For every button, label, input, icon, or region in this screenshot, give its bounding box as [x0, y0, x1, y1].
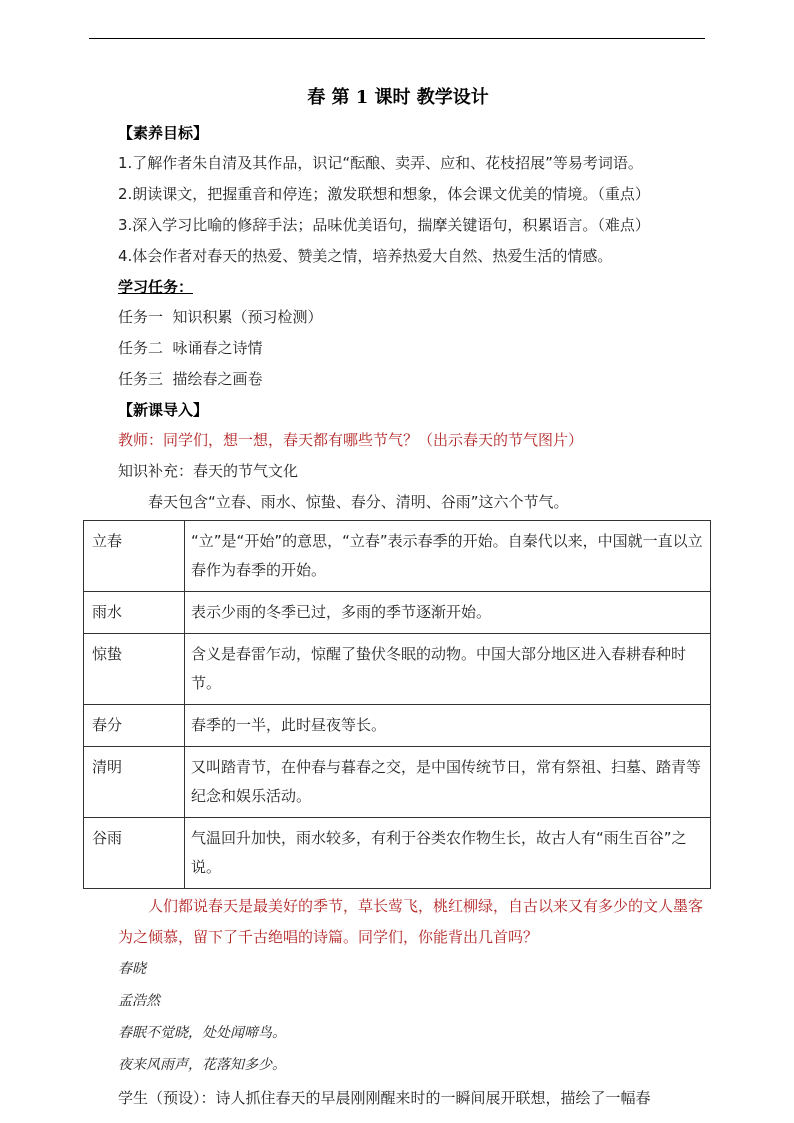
teacher-question: 教师：同学们，想一想，春天都有哪些节气？（出示春天的节气图片）	[118, 431, 584, 449]
table-row	[84, 705, 711, 747]
intro-heading: 【新课导入】	[118, 401, 209, 419]
term-cell: 惊蛰	[84, 634, 185, 705]
knowledge-note: 知识补充：春天的节气文化	[118, 462, 299, 480]
goal-item: 4.体会作者对春天的热爱、赞美之情，培养热爱大自然、热爱生活的情感。	[118, 247, 613, 265]
goals-heading: 【素养目标】	[118, 124, 209, 142]
term-cell: 谷雨	[84, 818, 185, 889]
task-item: 任务二 咏诵春之诗情	[118, 339, 263, 357]
desc-cell: “立”是“开始”的意思，“立春”表示春季的开始。自秦代以来，中国就一直以立春作为春季的开始。	[185, 521, 711, 592]
desc-cell: 表示少雨的冬季已过，多雨的季节逐渐开始。	[185, 592, 711, 634]
goal-item: 3.深入学习比喻的修辞手法；品味优美语句，揣摩关键语句，积累语言。（难点）	[118, 216, 650, 234]
desc-cell: 气温回升加快，雨水较多，有利于谷类农作物生长，故古人有“雨生百谷”之说。	[185, 818, 711, 889]
document-body	[92, 84, 708, 1114]
table-row	[84, 818, 711, 889]
table-row	[84, 634, 711, 705]
poem-title: 春晓	[118, 961, 146, 977]
task-item: 任务三 描绘春之画卷	[118, 370, 263, 388]
term-cell: 春分	[84, 705, 185, 747]
page-title: 春 第 1 课时 教学设计	[307, 87, 489, 108]
desc-cell: 春季的一半，此时昼夜等长。	[185, 705, 711, 747]
teacher-paragraph: 人们都说春天是最美好的季节，草长莺飞，桃红柳绿，自古以来又有多少的文人墨客为之倾慕，留下了千古绝唱的诗篇。同学们，你能背出几首吗？	[118, 897, 704, 946]
table-row	[84, 592, 711, 634]
tasks-heading: 学习任务：	[118, 278, 194, 296]
poem-line: 春眠不觉晓，处处闻啼鸟。	[118, 1025, 286, 1041]
table-row	[84, 521, 711, 592]
solar-terms-table	[83, 520, 711, 889]
header-rule	[89, 38, 705, 39]
poem-line: 夜来风雨声，花落知多少。	[118, 1057, 286, 1073]
table-row	[84, 747, 711, 818]
term-cell: 立春	[84, 521, 185, 592]
poem-author: 孟浩然	[118, 993, 160, 1009]
desc-cell: 又叫踏青节，在仲春与暮春之交，是中国传统节日，常有祭祖、扫墓、踏青等纪念和娱乐活动。	[185, 747, 711, 818]
terms-intro: 春天包含“立春、雨水、惊蛰、春分、清明、谷雨”这六个节气。	[148, 493, 569, 511]
goal-item: 1.了解作者朱自清及其作品，识记“酝酿、卖弄、应和、花枝招展”等易考词语。	[118, 154, 643, 172]
goal-item: 2.朗读课文，把握重音和停连；激发联想和想象，体会课文优美的情境。（重点）	[118, 185, 650, 203]
task-item: 任务一 知识积累（预习检测）	[118, 308, 323, 326]
desc-cell: 含义是春雷乍动，惊醒了蛰伏冬眠的动物。中国大部分地区进入春耕春种时节。	[185, 634, 711, 705]
term-cell: 清明	[84, 747, 185, 818]
term-cell: 雨水	[84, 592, 185, 634]
student-answer: 学生（预设）：诗人抓住春天的早晨刚刚醒来时的一瞬间展开联想，描绘了一幅春	[118, 1089, 651, 1107]
